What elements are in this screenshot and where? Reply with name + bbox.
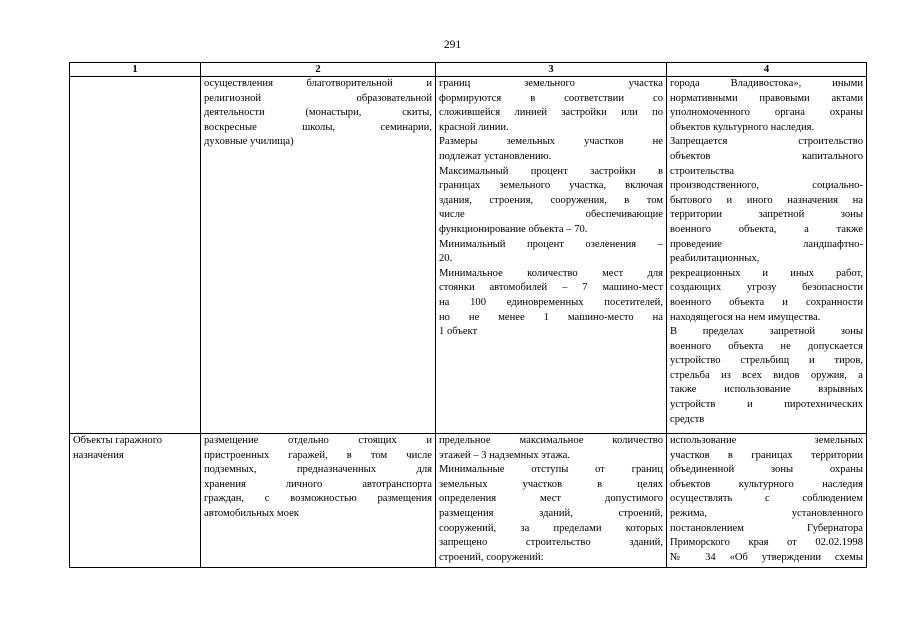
cell-text-line: стоянки автомобилей – 7 машино-мест — [439, 282, 663, 294]
cell-text-line: но не менее 1 машино-место на — [439, 311, 663, 323]
cell-text-line: постановлением Губернатора — [670, 522, 863, 534]
cell-text-line: режима, установленного — [670, 507, 863, 519]
cell-restrictions — [667, 434, 867, 568]
cell-text-line: Приморского края от 02.02.1998 — [670, 537, 863, 549]
cell-text-line: формируются в соответствии со — [439, 92, 663, 104]
cell-text-line: осуществлять с соблюдением — [670, 493, 863, 505]
cell-text-line: устройств и пиротехнических — [670, 399, 863, 411]
cell-text-line: строительства — [670, 165, 735, 177]
cell-text-line: проведение ландшафтно- — [670, 238, 863, 250]
cell-text-line: сооружений, за пределами которых — [439, 522, 663, 534]
cell-text-line: границах земельного участка, включая — [439, 180, 663, 192]
cell-text-line: пристроенных гаражей, в том числе — [204, 449, 432, 461]
cell-text-line: осуществления благотворительной и — [204, 78, 432, 89]
cell-text-line: автомобильных моек — [204, 507, 299, 519]
cell-text-line: подземных, предназначенных для — [204, 464, 432, 476]
cell-text-line: деятельности (монастыри, скиты, — [204, 107, 432, 119]
cell-text-line: запрещено строительство зданий, — [439, 537, 663, 549]
cell-parameters — [436, 77, 667, 434]
cell-text-line: В пределах запретной зоны — [670, 326, 863, 338]
cell-text-line: использование земельных — [670, 435, 863, 446]
column-header-2: 2 — [201, 63, 436, 77]
column-header-4: 4 — [667, 63, 867, 77]
cell-land-use-description — [201, 77, 436, 434]
cell-text-line: города Владивостока», иными — [670, 78, 863, 89]
cell-text-line: Минимальные отступы от границ — [439, 464, 663, 476]
table-row — [70, 77, 867, 434]
column-header-1: 1 — [70, 63, 201, 77]
table-header-row — [70, 63, 867, 77]
cell-text-line: сложившейся линией застройки или по — [439, 107, 663, 119]
cell-text-line: объектов культурного наследия. — [670, 121, 815, 133]
cell-text-line: этажей – 3 надземных этажа. — [439, 449, 570, 461]
cell-text-line: устройство стрельбищ и тиров, — [670, 355, 863, 367]
cell-text-line: уполномоченного органа охраны — [670, 107, 863, 119]
cell-text-line: рекреационных и иных работ, — [670, 267, 863, 279]
cell-text-line: Максимальный процент застройки в — [439, 165, 663, 177]
cell-parameters — [436, 434, 667, 568]
cell-text-line: хранения личного автотранспорта — [204, 478, 432, 490]
cell-text-line: Минимальный процент озеленения – — [439, 238, 663, 250]
cell-text-line: строений, сооружений: — [439, 551, 544, 563]
cell-text-line: Объекты гаражного — [73, 435, 163, 446]
cell-land-use-type — [70, 434, 201, 568]
cell-text-line: подлежат установлению. — [439, 150, 552, 162]
cell-text-line: Размеры земельных участков не — [439, 136, 663, 148]
cell-text-line: предельное максимальное количество — [439, 435, 663, 446]
cell-text-line: духовные училища) — [204, 136, 294, 148]
cell-text-line: территории запретной зоны — [670, 209, 863, 221]
cell-text-line: назначения — [73, 449, 124, 461]
cell-text-line: здания, строения, сооружения, в том — [439, 194, 663, 206]
cell-text-line: также использование взрывных — [670, 384, 863, 396]
cell-text-line: земельных участков в целях — [439, 478, 663, 490]
cell-text-line: создающих угрозу безопасности — [670, 282, 863, 294]
cell-land-use-description — [201, 434, 436, 568]
cell-text-line: объектов капитального — [670, 150, 863, 162]
cell-text-line: 1 объект — [439, 326, 478, 338]
cell-restrictions — [667, 77, 867, 434]
cell-text-line: функционирование объекта – 70. — [439, 223, 588, 235]
cell-text-line: размещения зданий, строений, — [439, 507, 663, 519]
cell-text-line: объектов культурного наследия — [670, 478, 863, 490]
cell-text-line: границ земельного участка — [439, 78, 663, 89]
cell-text-line: бытового и иного назначения на — [670, 194, 863, 206]
cell-text-line: числе обеспечивающие — [439, 209, 663, 221]
cell-text-line: производственного, социально- — [670, 180, 863, 192]
cell-text-line: военного объекта не допускается — [670, 340, 863, 352]
cell-text-line: находящегося на нем имущества. — [670, 311, 821, 323]
cell-text-line: нормативными правовыми актами — [670, 92, 863, 104]
cell-text-line: граждан, с возможностью размещения — [204, 493, 432, 505]
cell-text-line: стрельба из всех видов оружия, а — [670, 369, 863, 381]
cell-text-line: красной линии. — [439, 121, 509, 133]
regulations-table — [69, 62, 867, 568]
cell-text-line: Запрещается строительство — [670, 136, 863, 148]
cell-text-line: средств — [670, 413, 705, 425]
cell-land-use-type — [70, 77, 201, 434]
cell-text-line: религиозной образовательной — [204, 92, 432, 104]
cell-text-line: участков в границах территории — [670, 449, 863, 461]
column-header-3: 3 — [436, 63, 667, 77]
cell-text-line: Минимальное количество мест для — [439, 267, 663, 279]
page-number: 291 — [443, 39, 462, 51]
cell-text-line: № 34 «Об утверждении схемы — [670, 551, 863, 563]
cell-text-line: воскресные школы, семинарии, — [204, 121, 432, 133]
cell-text-line: на 100 единовременных посетителей, — [439, 296, 663, 308]
cell-text-line: размещение отдельно стоящих и — [204, 435, 432, 446]
table-row — [70, 434, 867, 568]
cell-text-line: объединенной зоны охраны — [670, 464, 863, 476]
cell-text-line: 20. — [439, 253, 453, 265]
cell-text-line: определения мест допустимого — [439, 493, 663, 505]
cell-text-line: военного объекта и сохранности — [670, 296, 863, 308]
cell-text-line: военного объекта, а также — [670, 223, 863, 235]
cell-text-line: реабилитационных, — [670, 253, 760, 265]
